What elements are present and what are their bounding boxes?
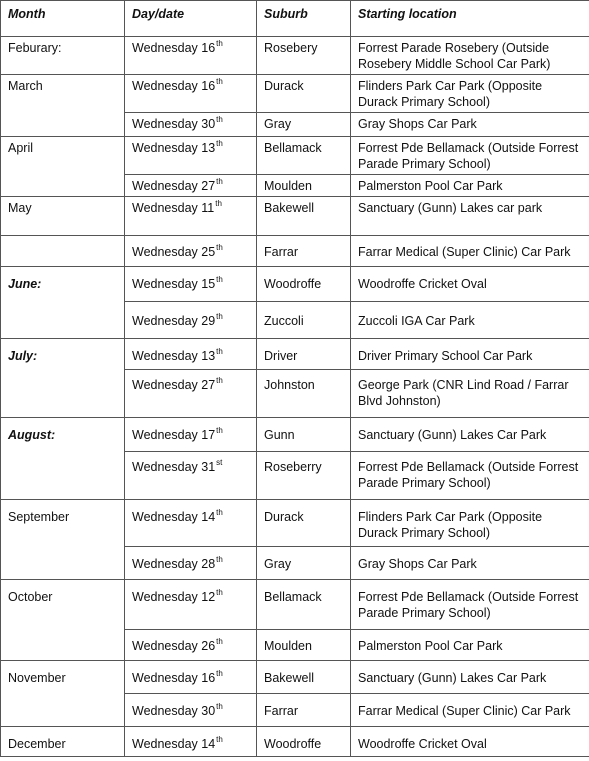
month-cell: June:: [1, 267, 125, 339]
suburb-cell: Bellamack: [257, 580, 351, 630]
location-cell: Farrar Medical (Super Clinic) Car Park: [351, 694, 589, 727]
suburb-cell: Durack: [257, 500, 351, 547]
suburb-cell: Driver: [257, 339, 351, 370]
location-cell: Woodroffe Cricket Oval: [351, 727, 589, 757]
month-cell: April: [1, 137, 125, 197]
location-cell: Sanctuary (Gunn) Lakes Car Park: [351, 418, 589, 452]
location-cell: Palmerston Pool Car Park: [351, 175, 589, 197]
day-cell: Wednesday 17th: [125, 418, 257, 452]
table-row: [1, 339, 589, 370]
month-cell: March: [1, 75, 125, 137]
table-row: [1, 37, 589, 75]
suburb-cell: Gray: [257, 113, 351, 137]
day-cell: Wednesday 14th: [125, 727, 257, 757]
table-row: [1, 500, 589, 547]
day-cell: Wednesday 26th: [125, 630, 257, 661]
day-cell: Wednesday 16th: [125, 661, 257, 694]
location-cell: Driver Primary School Car Park: [351, 339, 589, 370]
suburb-cell: Zuccoli: [257, 302, 351, 339]
table-row: [1, 580, 589, 630]
suburb-cell: Gunn: [257, 418, 351, 452]
table-row: [1, 418, 589, 452]
month-cell: Feburary:: [1, 37, 125, 75]
location-cell: Farrar Medical (Super Clinic) Car Park: [351, 236, 589, 267]
table-row: [1, 197, 589, 236]
location-cell: George Park (CNR Lind Road / Farrar Blvd Johnston): [351, 370, 589, 418]
day-cell: Wednesday 25th: [125, 236, 257, 267]
month-cell: May: [1, 197, 125, 236]
location-cell: Forrest Pde Bellamack (Outside Forrest Parade Primary School): [351, 580, 589, 630]
table-row: [1, 75, 589, 113]
suburb-cell: Bakewell: [257, 661, 351, 694]
suburb-cell: Durack: [257, 75, 351, 113]
day-cell: Wednesday 31st: [125, 452, 257, 500]
day-cell: Wednesday 30th: [125, 113, 257, 137]
day-cell: Wednesday 14th: [125, 500, 257, 547]
location-cell: Sanctuary (Gunn) Lakes car park: [351, 197, 589, 236]
table-row: [1, 236, 589, 267]
header-month: Month: [1, 1, 125, 37]
suburb-cell: Farrar: [257, 694, 351, 727]
header-day-date: Day/date: [125, 1, 257, 37]
day-cell: Wednesday 27th: [125, 370, 257, 418]
suburb-cell: Moulden: [257, 175, 351, 197]
location-cell: Woodroffe Cricket Oval: [351, 267, 589, 302]
suburb-cell: Moulden: [257, 630, 351, 661]
suburb-cell: Woodroffe: [257, 727, 351, 757]
header-starting-location: Starting location: [351, 1, 589, 37]
location-cell: Zuccoli IGA Car Park: [351, 302, 589, 339]
month-cell: [1, 236, 125, 267]
month-cell: October: [1, 580, 125, 661]
suburb-cell: Farrar: [257, 236, 351, 267]
location-cell: Forrest Pde Bellamack (Outside Forrest Parade Primary School): [351, 137, 589, 175]
suburb-cell: Gray: [257, 547, 351, 580]
day-cell: Wednesday 11th: [125, 197, 257, 236]
location-cell: Palmerston Pool Car Park: [351, 630, 589, 661]
table-row: [1, 267, 589, 302]
table-row: [1, 661, 589, 694]
day-cell: Wednesday 16th: [125, 37, 257, 75]
day-cell: Wednesday 13th: [125, 137, 257, 175]
day-cell: Wednesday 12th: [125, 580, 257, 630]
day-cell: Wednesday 15th: [125, 267, 257, 302]
location-cell: Forrest Pde Bellamack (Outside Forrest Parade Primary School): [351, 452, 589, 500]
day-cell: Wednesday 29th: [125, 302, 257, 339]
suburb-cell: Bakewell: [257, 197, 351, 236]
location-cell: Flinders Park Car Park (Opposite Durack Primary School): [351, 500, 589, 547]
suburb-cell: Woodroffe: [257, 267, 351, 302]
suburb-cell: Johnston: [257, 370, 351, 418]
location-cell: Flinders Park Car Park (Opposite Durack Primary School): [351, 75, 589, 113]
location-cell: Forrest Parade Rosebery (Outside Rosebery Middle School Car Park): [351, 37, 589, 75]
day-cell: Wednesday 28th: [125, 547, 257, 580]
suburb-cell: Roseberry: [257, 452, 351, 500]
location-cell: Gray Shops Car Park: [351, 113, 589, 137]
location-cell: Gray Shops Car Park: [351, 547, 589, 580]
day-cell: Wednesday 30th: [125, 694, 257, 727]
location-cell: Sanctuary (Gunn) Lakes Car Park: [351, 661, 589, 694]
table-row: [1, 727, 589, 757]
day-cell: Wednesday 27th: [125, 175, 257, 197]
month-cell: August:: [1, 418, 125, 500]
month-cell: November: [1, 661, 125, 727]
suburb-cell: Bellamack: [257, 137, 351, 175]
day-cell: Wednesday 13th: [125, 339, 257, 370]
header-suburb: Suburb: [257, 1, 351, 37]
month-cell: September: [1, 500, 125, 580]
table-row: [1, 137, 589, 175]
day-cell: Wednesday 16th: [125, 75, 257, 113]
suburb-cell: Rosebery: [257, 37, 351, 75]
month-cell: July:: [1, 339, 125, 418]
header-row: [1, 1, 589, 37]
month-cell: December: [1, 727, 125, 757]
